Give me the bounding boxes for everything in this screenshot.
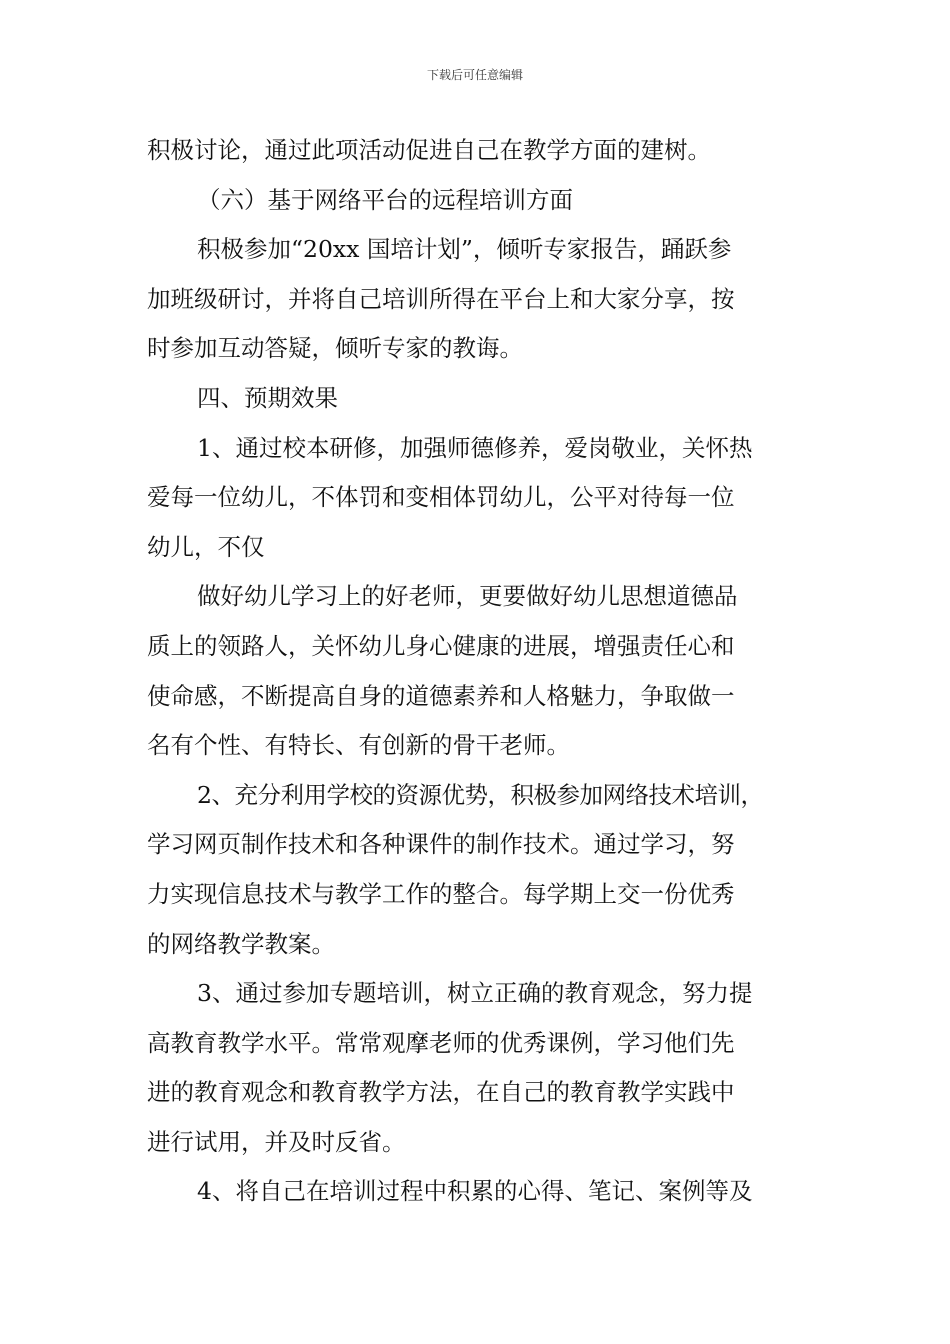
body-line: 进的教育观念和教育教学方法，在自己的教育教学实践中 <box>147 1078 735 1107</box>
body-line: 使命感，不断提高自身的道德素养和人格魅力，争取做一 <box>147 681 735 710</box>
body-line: 进行试用，并及时反省。 <box>147 1127 406 1156</box>
section-heading: 四、预期效果 <box>197 383 338 412</box>
body-line: 积极参加“20xx 国培计划”，倾听专家报告，踊跃参 <box>197 235 732 264</box>
body-line: 力实现信息技术与教学工作的整合。每学期上交一份优秀 <box>147 879 735 908</box>
body-line: 2、充分利用学校的资源优势，积极参加网络技术培训， <box>197 780 764 809</box>
body-line: 名有个性、有特长、有创新的骨干老师。 <box>147 731 570 760</box>
body-line: 加班级研讨，并将自己培训所得在平台上和大家分享，按 <box>147 284 735 313</box>
page-header: 下载后可任意编辑 <box>426 68 523 82</box>
section-heading: （六）基于网络平台的远程培训方面 <box>197 185 573 214</box>
body-line: 时参加互动答疑，倾听专家的教诲。 <box>147 334 523 363</box>
body-line: 的网络教学教案。 <box>147 929 335 958</box>
document-body <box>147 126 807 1217</box>
body-line: 做好幼儿学习上的好老师，更要做好幼儿思想道德品 <box>197 582 738 611</box>
body-line: 高教育教学水平。常常观摩老师的优秀课例，学习他们先 <box>147 1028 735 1057</box>
body-line: 4、将自己在培训过程中积累的心得、笔记、案例等及 <box>197 1177 753 1206</box>
body-line: 爱每一位幼儿，不体罚和变相体罚幼儿，公平对待每一位 <box>147 483 735 512</box>
body-line: 1、通过校本研修，加强师德修养，爱岗敬业，关怀热 <box>197 433 753 462</box>
body-line: 质上的领路人，关怀幼儿身心健康的进展，增强责任心和 <box>147 631 735 660</box>
body-line: 学习网页制作技术和各种课件的制作技术。通过学习，努 <box>147 830 735 859</box>
body-line: 积极讨论，通过此项活动促进自己在教学方面的建树。 <box>147 136 711 164</box>
body-line: 幼儿，不仅 <box>147 532 265 561</box>
body-line: 3、通过参加专题培训，树立正确的教育观念，努力提 <box>197 979 753 1008</box>
